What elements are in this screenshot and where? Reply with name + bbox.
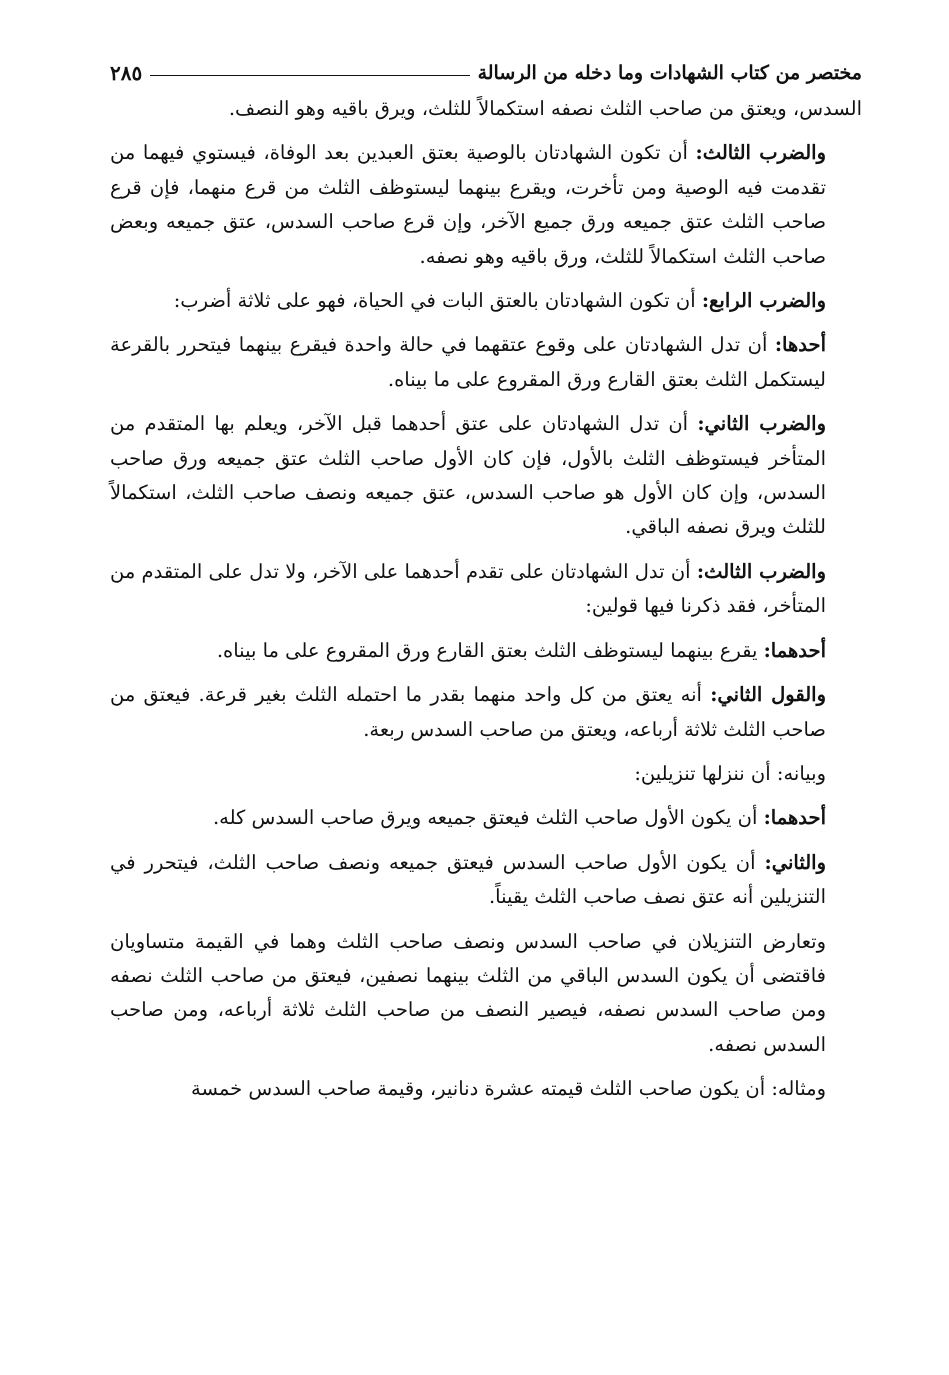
page-number: ٢٨٥ <box>110 61 143 85</box>
paragraph <box>110 678 862 747</box>
paragraph-text: أن يكون الأول صاحب الثلث فيعتق جميعه ويرق صاحب السدس كله. <box>212 806 758 830</box>
paragraph-term: أحدهما: <box>763 806 826 830</box>
paragraph-text: ومثاله: أن يكون صاحب الثلث قيمته عشرة دنانير، وقيمة صاحب السدس خمسة <box>191 1077 826 1101</box>
paragraph <box>110 925 862 1063</box>
paragraph-term: والثاني: <box>764 850 826 874</box>
paragraph-text: يقرع بينهما ليستوظف الثلث بعتق القارع ورق المقروع على ما بيناه. <box>216 638 758 662</box>
paragraph <box>110 757 862 791</box>
paragraph-text: أن يكون الأول صاحب السدس فيعتق جميعه ونصف صاحب الثلث، فيتحرر في التنزيلين أنه عتق نصف صاحب الثلث يقيناً. <box>110 850 826 909</box>
header-rule <box>150 75 469 76</box>
paragraph-term: والضرب الثالث: <box>696 559 826 583</box>
paragraph <box>110 92 862 126</box>
paragraph <box>110 801 862 835</box>
document-page <box>110 58 862 1117</box>
paragraph-text: أن تدل الشهادتان على عتق أحدهما قبل الآخر، ويعلم بها المتقدم من المتأخر فيستوظف الثلث بالأول، فإن كان الأول صاحب الثلث عتق جميعه ورق صاحب السدس، وإن كان الأول هو صاحب السدس، عتق جميعه ونصف صاحب الثلث، استكمالاً للثلث ويرق نصفه الباقي. <box>110 412 826 539</box>
paragraph <box>110 136 862 274</box>
paragraph-text: أن تدل الشهادتان على تقدم أحدهما على الآخر، ولا تدل على المتقدم من المتأخر، فقد ذكرنا فيها قولين: <box>110 559 826 618</box>
paragraph-text: أنه يعتق من كل واحد منهما بقدر ما احتمله الثلث بغير قرعة. فيعتق من صاحب الثلث ثلاثة أرباعه، ويعتق من صاحب السدس ربعة. <box>110 683 826 741</box>
header-title: مختصر من كتاب الشهادات وما دخله من الرسالة <box>477 62 862 84</box>
paragraph-text: أن تكون الشهادتان بالوصية بعتق العبدين بعد الوفاة، فيستوي فيهما من تقدمت فيه الوصية ومن تأخرت، ويقرع بينهما ليستوظف الثلث من قرع منهما، فإن قرع صاحب الثلث عتق جميعه ورق جميع الآخر، وإن قرع صاحب السدس، عتق جميعه وبعض صاحب الثلث استكمالاً للثلث، ورق باقيه وهو نصفه. <box>110 141 826 268</box>
paragraph <box>110 407 862 545</box>
paragraph-term: والضرب الرابع: <box>701 289 826 313</box>
paragraph-term: أحدهما: <box>763 638 826 662</box>
paragraph-text: السدس، ويعتق من صاحب الثلث نصفه استكمالاً للثلث، ويرق باقيه وهو النصف. <box>228 97 862 120</box>
paragraph <box>110 1072 862 1106</box>
paragraph-text: أن تدل الشهادتان على وقوع عتقهما في حالة واحدة فيقرع بينهما فيتحرر بالقرعة ليستكمل الثلث بعتق القارع ورق المقروع على ما بيناه. <box>110 333 826 391</box>
paragraph <box>110 634 862 668</box>
paragraph-text: وبيانه: أن ننزلها تنزيلين: <box>634 761 826 785</box>
paragraph-term: أحدها: <box>774 333 826 357</box>
paragraph-text: وتعارض التنزيلان في صاحب السدس ونصف صاحب الثلث وهما في القيمة متساويان فاقتضى أن يكون السدس الباقي من الثلث بينهما نصفين، فيعتق من صاحب الثلث نصفه ومن صاحب السدس نصفه، فيصير النصف من صاحب الثلث ثلاثة أرباعه، ومن صاحب السدس نصفه. <box>110 929 826 1056</box>
paragraph-text: أن تكون الشهادتان بالعتق البات في الحياة، فهو على ثلاثة أضرب: <box>173 289 696 313</box>
paragraph <box>110 328 862 397</box>
paragraph-term: والضرب الثالث: <box>695 141 826 165</box>
paragraph-term: والضرب الثاني: <box>697 412 827 436</box>
paragraph-term: والقول الثاني: <box>710 683 827 707</box>
paragraph <box>110 284 862 318</box>
paragraph <box>110 555 862 624</box>
running-header <box>110 58 862 88</box>
body-text <box>110 92 862 1107</box>
paragraph <box>110 846 862 915</box>
